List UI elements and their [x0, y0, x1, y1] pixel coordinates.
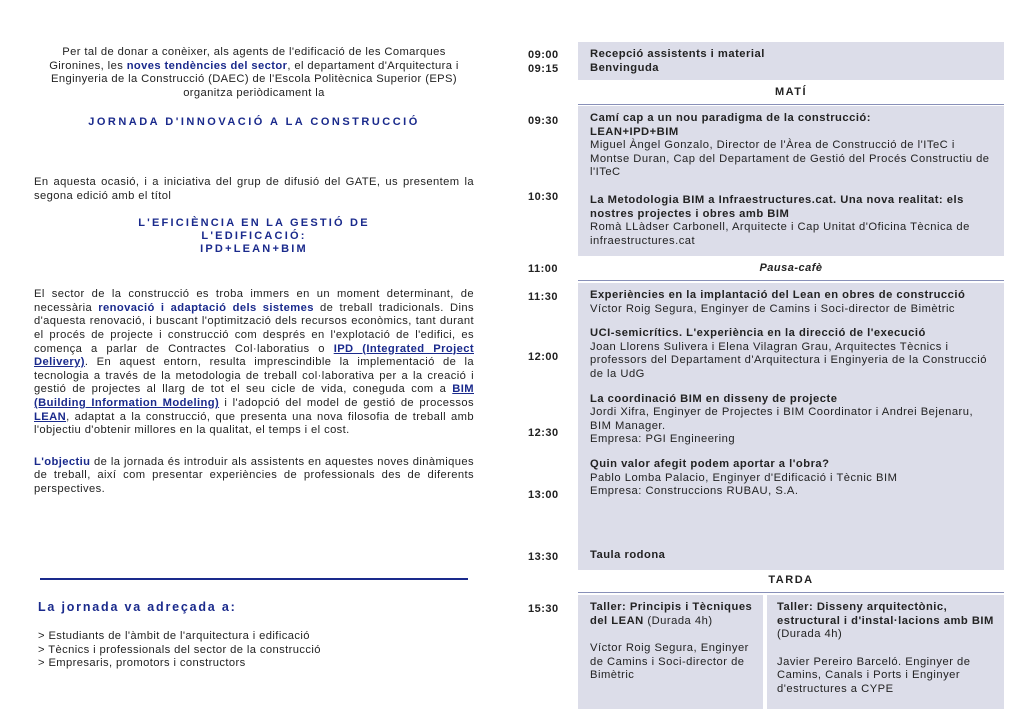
session-3: [590, 289, 994, 316]
objective-paragraph: [34, 456, 474, 497]
time-label: 13:00: [528, 489, 559, 501]
highlight-ipd: IPD (Integrated Project Delivery): [34, 342, 474, 369]
section-mati: MATÍ: [578, 86, 1004, 105]
session-5: [590, 393, 994, 447]
time-label: 13:30: [528, 551, 559, 563]
session-6: [590, 458, 994, 499]
session-title: UCI-semicrítics. L'experiència en la direcció de l'execució: [590, 327, 926, 340]
audience-list: [38, 630, 321, 671]
workshop-speaker: Víctor Roig Segura, Enginyer de Camins i Soci-director de Bimètric: [590, 642, 749, 682]
session-round-table: [578, 544, 1004, 568]
audience-item: > Estudiants de l'àmbit de l'arquitectura i edificació: [38, 630, 310, 642]
session-title: Quin valor afegit podem aportar a l'obra?: [590, 457, 830, 470]
session-speakers: Miguel Àngel Gonzalo, Director de l'Àrea de Construcció de l'ITeC i Montse Duran, Cap del Departament de Gestió del Procés Constructiu de l'ITeC: [590, 139, 990, 179]
session-1: [590, 112, 994, 180]
time-label: 15:30: [528, 603, 559, 615]
session-title: Experiències en la implantació del Lean en obres de construcció: [590, 289, 966, 301]
time-label: 10:30: [528, 191, 559, 203]
session-company: Empresa: PGI Engineering: [590, 433, 736, 446]
highlight-bim: BIM (Building Information Modeling): [34, 383, 474, 409]
objective-highlight: L'objectiu: [34, 455, 91, 468]
sector-text-c: . En aquest entorn, resulta imprescindible la implementació de la tecnologia a través de la metodologia de treball col·laborativa per a la creació i gestió de projectes al llarg de tot el seu cicle de vida, coneguda com a: [34, 356, 474, 396]
event-title-line1: L'EFICIÈNCIA EN LA GESTIÓ DE: [138, 217, 370, 230]
highlight-renovacio: renovació i adaptació dels sistemes: [98, 301, 314, 314]
highlight-lean: LEAN: [34, 410, 67, 423]
session-speakers: Romà LLàdser Carbonell, Arquitecte i Cap Unitat d'Oficina Tècnica de infraestructures.cat: [590, 221, 970, 247]
session-block-midday: [578, 283, 1004, 570]
audience-item: > Empresaris, promotors i constructors: [38, 657, 246, 670]
session-speakers: Joan Llorens Sulivera i Elena Vilagran Grau, Arquitectes Tècnics i professors del Departament d'Arquitectura i Enginyeria de la Construcció de la UdG: [590, 340, 987, 380]
session-speakers: Pablo Lomba Palacio, Enginyer d'Edificació i Tècnic BIM: [590, 471, 898, 484]
session-reception: [578, 42, 1004, 80]
section-tarda: TARDA: [578, 574, 1004, 593]
session-speakers: Víctor Roig Segura, Enginyer de Camins i Soci-director de Bimètric: [590, 302, 956, 315]
session-title: La coordinació BIM en disseny de projecte: [590, 392, 838, 405]
divider: [40, 578, 468, 580]
event-title-line2: L'EDIFICACIÓ:: [201, 230, 307, 243]
sector-text-d: i l'adopció del model de gestió de processos: [219, 396, 474, 409]
intro-column: [34, 46, 474, 496]
session-title: Camí cap a un nou paradigma de la construcció:: [590, 112, 871, 124]
intro-text-cont: , el departament d'Arquitectura i Enginyeria de la Construcció (DAEC) de l'Escola Politècnica Superior (EPS) organitza periòdicament la: [50, 59, 459, 99]
objective-text: de la jornada és introduir als assistents en aquestes noves dinàmiques de treball, així com presentar experiències de professionals des de diferents perspectives.: [34, 455, 474, 495]
workshop-duration: (Durada 4h): [643, 614, 713, 627]
session-speakers: Jordi Xifra, Enginyer de Projectes i BIM Coordinator i Andrei Bejenaru, BIM Manager.: [590, 406, 974, 432]
workshop-duration: (Durada 4h): [777, 628, 843, 641]
session-company: Empresa: Construccions RUBAU, S.A.: [590, 485, 799, 498]
session-block-morning: [578, 106, 1004, 256]
session-4: [590, 327, 994, 381]
session-title: Taula rodona: [590, 549, 666, 561]
time-label: 11:30: [528, 291, 559, 303]
event-title: [34, 217, 474, 256]
intro-paragraph: [34, 46, 474, 100]
time-label: 09:30: [528, 115, 559, 127]
workshop-lean: [578, 595, 763, 709]
sector-text-b: de treball tradicionals. Dins d'aquesta renovació, i buscant l'optimització dels recursos econòmics, tant durant el procés de projecte i construcció com després en l'explotació de l'edifici, es comença a parlar de Contractes Col·laboratius o: [34, 301, 474, 355]
sector-text-e: , adaptat a la construcció, que presenta una nova filosofia de treball amb l'objectiu d'obtenir millores en la qualitat, el temps i el cost.: [34, 410, 474, 437]
time-label: 12:00: [528, 351, 559, 363]
session-2: [590, 194, 994, 248]
workshop-title: Taller: Disseny arquitectònic, estructural i d'instal·lacions amb BIM: [777, 601, 994, 627]
workshop-bim: [767, 595, 1004, 709]
time-label: 09:00: [528, 49, 559, 61]
workshop-speaker: Javier Pereiro Barceló. Enginyer de Camins, Canals i Ports i Enginyer d'estructures a CYPE: [777, 655, 971, 695]
jornada-title: JORNADA D'INNOVACIÓ A LA CONSTRUCCIÓ: [88, 116, 420, 129]
intro-highlight: noves tendències del sector: [126, 59, 288, 72]
session-title: La Metodologia BIM a Infraestructures.cat. Una nova realitat: els nostres projectes i obres amb BIM: [590, 193, 964, 220]
sector-text-a: El sector de la construcció es troba immers en un moment determinant, de necessària: [34, 288, 474, 314]
session-title-cont: LEAN+IPD+BIM: [590, 125, 679, 138]
intro-text: Per tal de donar a conèixer, als agents de l'edificació de les Comarques Gironines, les: [49, 46, 446, 72]
audience-item: > Tècnics i professionals del sector de la construcció: [38, 643, 321, 656]
time-label: 11:00: [528, 263, 559, 275]
occasion-paragraph: En aquesta ocasió, i a iniciativa del grup de difusió del GATE, us presentem la segona edició amb el títol: [34, 175, 474, 202]
time-label: 09:15: [528, 63, 559, 75]
event-title-line3: IPD+LEAN+BIM: [200, 243, 308, 256]
sector-paragraph: [34, 288, 474, 438]
coffee-break: Pausa-cafè: [578, 262, 1004, 281]
session-title: Benvinguda: [590, 61, 660, 74]
workshop-title: Taller: Principis i Tècniques del LEAN: [590, 601, 753, 627]
audience-heading: La jornada va adreçada a:: [38, 600, 237, 614]
session-title: Recepció assistents i material: [590, 48, 765, 60]
time-label: 12:30: [528, 427, 559, 439]
